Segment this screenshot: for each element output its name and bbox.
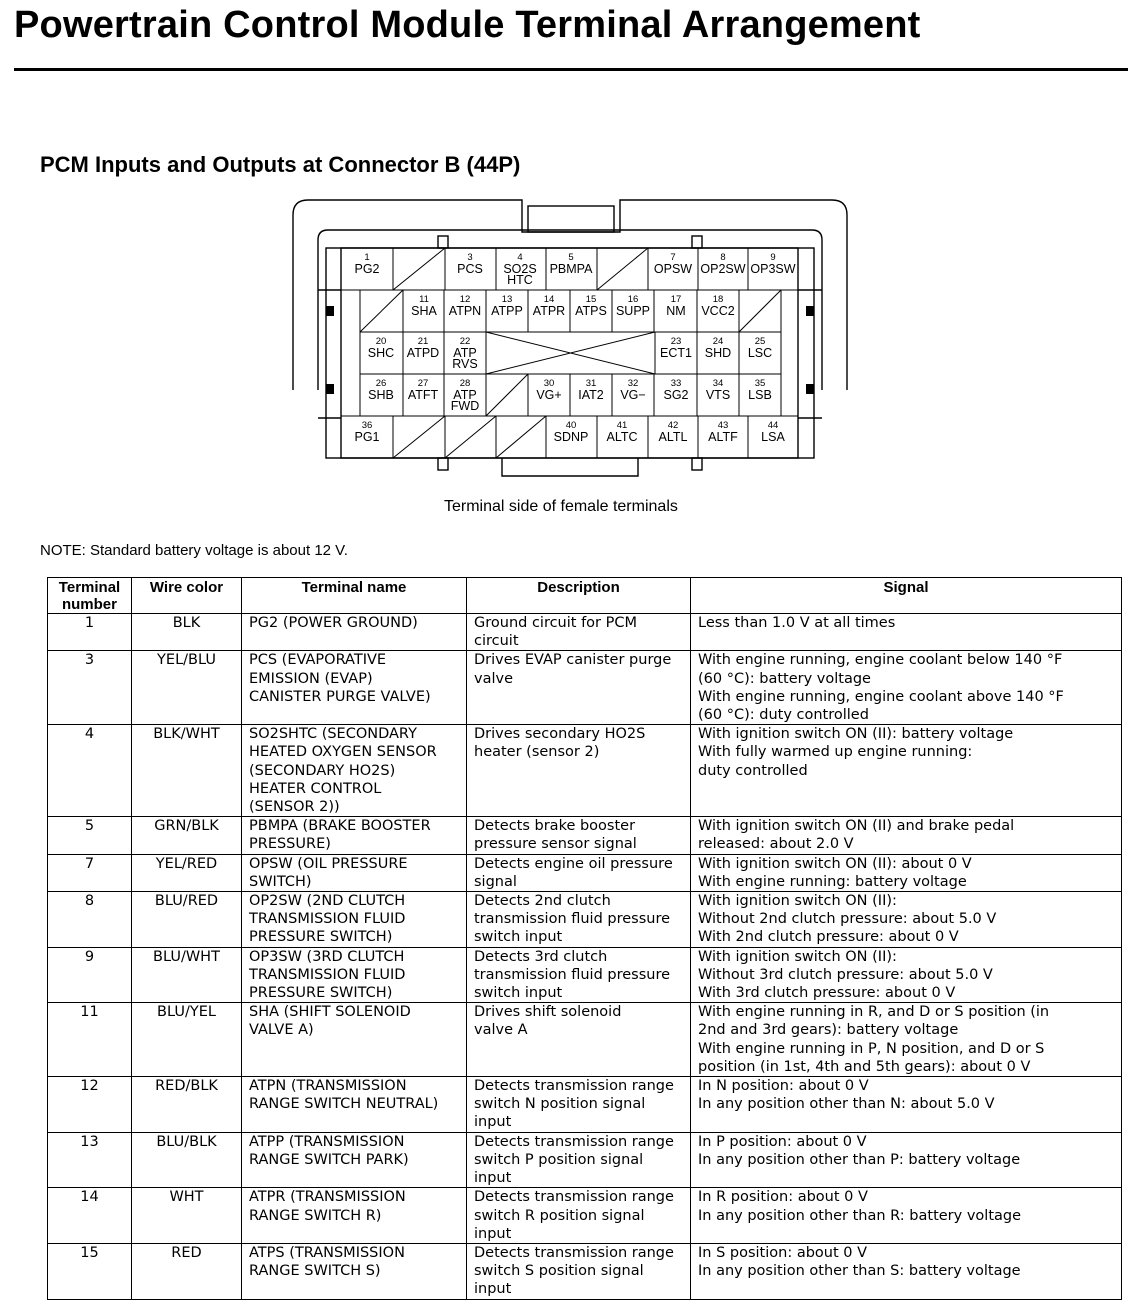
table-header-row [48, 578, 1122, 614]
terminal-number: 24 [712, 336, 724, 347]
table-row [48, 651, 1122, 725]
cell-terminal-number: 1 [48, 614, 132, 651]
cell-terminal-name: OP2SW (2ND CLUTCH TRANSMISSION FLUID PRESSURE SWITCH) [242, 892, 467, 948]
terminal-number: 33 [670, 378, 682, 389]
terminal-label: ECT1 [660, 346, 692, 360]
terminal-number: 15 [585, 294, 597, 305]
terminal-number: 4 [517, 252, 523, 263]
cell-signal: With ignition switch ON (II): about 0 V With engine running: battery voltage [691, 854, 1122, 891]
terminal-number: 1 [364, 252, 370, 263]
terminal-number: 43 [717, 420, 729, 431]
cell-terminal-name: OP3SW (3RD CLUTCH TRANSMISSION FLUID PRESSURE SWITCH) [242, 947, 467, 1003]
terminal-label: VG+ [536, 388, 562, 402]
terminal-number: 22 [459, 336, 471, 347]
table-row [48, 1243, 1122, 1299]
terminal-number: 40 [565, 420, 577, 431]
terminal-number: 11 [419, 294, 429, 305]
cell-description: Detects engine oil pressure signal [467, 854, 691, 891]
table-row [48, 854, 1122, 891]
terminal-table [47, 577, 1122, 1300]
cell-signal: With ignition switch ON (II): Without 2nd clutch pressure: about 5.0 V With 2nd clutch pressure: about 0 V [691, 892, 1122, 948]
table-row [48, 1077, 1122, 1133]
terminal-label: OPSW [653, 262, 693, 276]
cell-terminal-name: ATPR (TRANSMISSION RANGE SWITCH R) [242, 1188, 467, 1244]
cell-signal: With ignition switch ON (II): battery voltage With fully warmed up engine running: duty controlled [691, 725, 1122, 817]
terminal-number: 26 [375, 378, 387, 389]
cell-terminal-number: 8 [48, 892, 132, 948]
terminal-number: 23 [670, 336, 682, 347]
cell-terminal-number: 4 [48, 725, 132, 817]
terminal-label: VG− [620, 388, 646, 402]
col-header-wire-color: Wire color [132, 578, 242, 614]
cell-wire-color: GRN/BLK [132, 817, 242, 854]
terminal-label: ALTC [606, 430, 638, 444]
cell-signal: With engine running, engine coolant below 140 °F (60 °C): battery voltage With engine running, engine coolant above 140 °F (60 °C): duty controlled [691, 651, 1122, 725]
col-header-description: Description [467, 578, 691, 614]
terminal-number: 25 [754, 336, 766, 347]
terminal-number: 18 [712, 294, 724, 305]
table-row [48, 947, 1122, 1003]
cell-terminal-name: ATPP (TRANSMISSION RANGE SWITCH PARK) [242, 1132, 467, 1188]
terminal-number: 41 [616, 420, 628, 431]
cell-terminal-number: 3 [48, 651, 132, 725]
cell-terminal-name: OPSW (OIL PRESSURE SWITCH) [242, 854, 467, 891]
terminal-number: 13 [501, 294, 513, 305]
cell-terminal-number: 14 [48, 1188, 132, 1244]
cell-terminal-number: 11 [48, 1003, 132, 1077]
cell-terminal-number: 13 [48, 1132, 132, 1188]
terminal-label: ATP RVS [452, 346, 478, 371]
terminal-label: PCS [457, 262, 483, 276]
terminal-label: LSA [761, 430, 785, 444]
cell-wire-color: RED [132, 1243, 242, 1299]
col-header-terminal-name: Terminal name [242, 578, 467, 614]
cell-signal: In P position: about 0 V In any position other than P: battery voltage [691, 1132, 1122, 1188]
terminal-number: 14 [543, 294, 555, 305]
table-row [48, 725, 1122, 817]
cell-description: Detects transmission range switch N position signal input [467, 1077, 691, 1133]
cell-signal: With ignition switch ON (II): Without 3rd clutch pressure: about 5.0 V With 3rd clutch pressure: about 0 V [691, 947, 1122, 1003]
terminal-number: 21 [417, 336, 429, 347]
terminal-label: SG2 [663, 388, 689, 402]
cell-wire-color: BLU/WHT [132, 947, 242, 1003]
cell-terminal-number: 9 [48, 947, 132, 1003]
cell-signal: Less than 1.0 V at all times [691, 614, 1122, 651]
cell-terminal-name: PBMPA (BRAKE BOOSTER PRESSURE) [242, 817, 467, 854]
cell-terminal-name: PCS (EVAPORATIVE EMISSION (EVAP) CANISTER PURGE VALVE) [242, 651, 467, 725]
terminal-number: 27 [417, 378, 429, 389]
terminal-label: ATP FWD [450, 388, 480, 413]
terminal-labels [354, 252, 795, 444]
cell-description: Detects 3rd clutch transmission fluid pressure switch input [467, 947, 691, 1003]
table-row [48, 1188, 1122, 1244]
terminal-label: LSC [747, 346, 773, 360]
terminal-label: NM [666, 304, 686, 318]
table-row [48, 892, 1122, 948]
terminal-label: OP2SW [700, 262, 746, 276]
terminal-number: 36 [361, 420, 373, 431]
terminal-label: SHA [411, 304, 437, 318]
cell-terminal-name: SHA (SHIFT SOLENOID VALVE A) [242, 1003, 467, 1077]
col-header-signal: Signal [691, 578, 1122, 614]
cell-signal: In S position: about 0 V In any position other than S: battery voltage [691, 1243, 1122, 1299]
cell-description: Detects brake booster pressure sensor signal [467, 817, 691, 854]
cell-terminal-number: 7 [48, 854, 132, 891]
terminal-label: SHC [367, 346, 395, 360]
terminal-number: 7 [670, 252, 676, 263]
cell-signal: In R position: about 0 V In any position other than R: battery voltage [691, 1188, 1122, 1244]
terminal-number: 32 [627, 378, 639, 389]
terminal-label: SHB [368, 388, 394, 402]
cell-terminal-number: 5 [48, 817, 132, 854]
terminal-label: ATPD [406, 346, 440, 360]
cell-wire-color: YEL/RED [132, 854, 242, 891]
terminal-label: ATPS [575, 304, 607, 318]
terminal-number: 3 [467, 252, 473, 263]
cell-terminal-name: PG2 (POWER GROUND) [242, 614, 467, 651]
terminal-number: 20 [375, 336, 387, 347]
terminal-label: PG1 [354, 430, 380, 444]
terminal-number: 12 [459, 294, 471, 305]
cell-wire-color: BLU/YEL [132, 1003, 242, 1077]
col-header-terminal: Terminal number [48, 578, 132, 614]
terminal-label: ATPP [491, 304, 523, 318]
terminal-label: PG2 [354, 262, 380, 276]
cell-description: Drives secondary HO2S heater (sensor 2) [467, 725, 691, 817]
cell-wire-color: BLU/RED [132, 892, 242, 948]
cell-terminal-number: 12 [48, 1077, 132, 1133]
terminal-label: SUPP [615, 304, 651, 318]
cell-description: Detects 2nd clutch transmission fluid pressure switch input [467, 892, 691, 948]
page-title: Powertrain Control Module Terminal Arrangement [14, 4, 921, 46]
cell-terminal-number: 15 [48, 1243, 132, 1299]
cell-signal: With engine running in R, and D or S position (in 2nd and 3rd gears): battery voltage With engine running in P, N position, and D or S position (in 1st, 4th and 5th gears): about 0 V [691, 1003, 1122, 1077]
cell-description: Drives shift solenoid valve A [467, 1003, 691, 1077]
terminal-number: 8 [720, 252, 726, 263]
terminal-label: PBMPA [549, 262, 593, 276]
table-row [48, 1003, 1122, 1077]
terminal-label: ATPR [532, 304, 566, 318]
cell-wire-color: BLU/BLK [132, 1132, 242, 1188]
table-body [48, 614, 1122, 1300]
cell-description: Ground circuit for PCM circuit [467, 614, 691, 651]
terminal-number: 42 [667, 420, 679, 431]
terminal-number: 5 [568, 252, 574, 263]
terminal-number: 30 [543, 378, 555, 389]
battery-note: NOTE: Standard battery voltage is about 12 V. [40, 542, 348, 559]
terminal-label: ALTF [708, 430, 738, 444]
cell-wire-color: RED/BLK [132, 1077, 242, 1133]
terminal-number: 31 [585, 378, 597, 389]
connector-diagram [0, 0, 1134, 490]
table-row [48, 614, 1122, 651]
terminal-label: ATFT [407, 388, 439, 402]
terminal-number: 35 [754, 378, 766, 389]
terminal-number: 34 [712, 378, 724, 389]
terminal-label: LSB [748, 388, 772, 402]
terminal-label: SHD [704, 346, 732, 360]
cell-terminal-name: ATPS (TRANSMISSION RANGE SWITCH S) [242, 1243, 467, 1299]
section-title: PCM Inputs and Outputs at Connector B (44P) [40, 152, 521, 177]
table-row [48, 1132, 1122, 1188]
cell-description: Detects transmission range switch S position signal input [467, 1243, 691, 1299]
terminal-number: 28 [459, 378, 471, 389]
terminal-label: ATPN [448, 304, 482, 318]
terminal-label: SDNP [553, 430, 589, 444]
cell-terminal-name: ATPN (TRANSMISSION RANGE SWITCH NEUTRAL) [242, 1077, 467, 1133]
terminal-label: IAT2 [578, 388, 604, 402]
terminal-number: 44 [767, 420, 779, 431]
terminal-number: 17 [670, 294, 682, 305]
terminal-number: 9 [770, 252, 776, 263]
table-row [48, 817, 1122, 854]
cell-description: Detects transmission range switch P position signal input [467, 1132, 691, 1188]
terminal-label: ALTL [658, 430, 688, 444]
cell-signal: With ignition switch ON (II) and brake pedal released: about 2.0 V [691, 817, 1122, 854]
terminal-number: 16 [627, 294, 639, 305]
connector-caption: Terminal side of female terminals [444, 498, 678, 515]
terminal-label: OP3SW [750, 262, 796, 276]
cell-wire-color: YEL/BLU [132, 651, 242, 725]
cell-wire-color: BLK/WHT [132, 725, 242, 817]
cell-description: Detects transmission range switch R position signal input [467, 1188, 691, 1244]
cell-terminal-name: SO2SHTC (SECONDARY HEATED OXYGEN SENSOR (SECONDARY HO2S) HEATER CONTROL (SENSOR 2)) [242, 725, 467, 817]
terminal-label: VTS [705, 388, 731, 402]
cell-wire-color: BLK [132, 614, 242, 651]
cell-signal: In N position: about 0 V In any position other than N: about 5.0 V [691, 1077, 1122, 1133]
cell-wire-color: WHT [132, 1188, 242, 1244]
terminal-label: SO2S HTC [503, 262, 537, 287]
terminal-label: VCC2 [701, 304, 735, 318]
cell-description: Drives EVAP canister purge valve [467, 651, 691, 725]
